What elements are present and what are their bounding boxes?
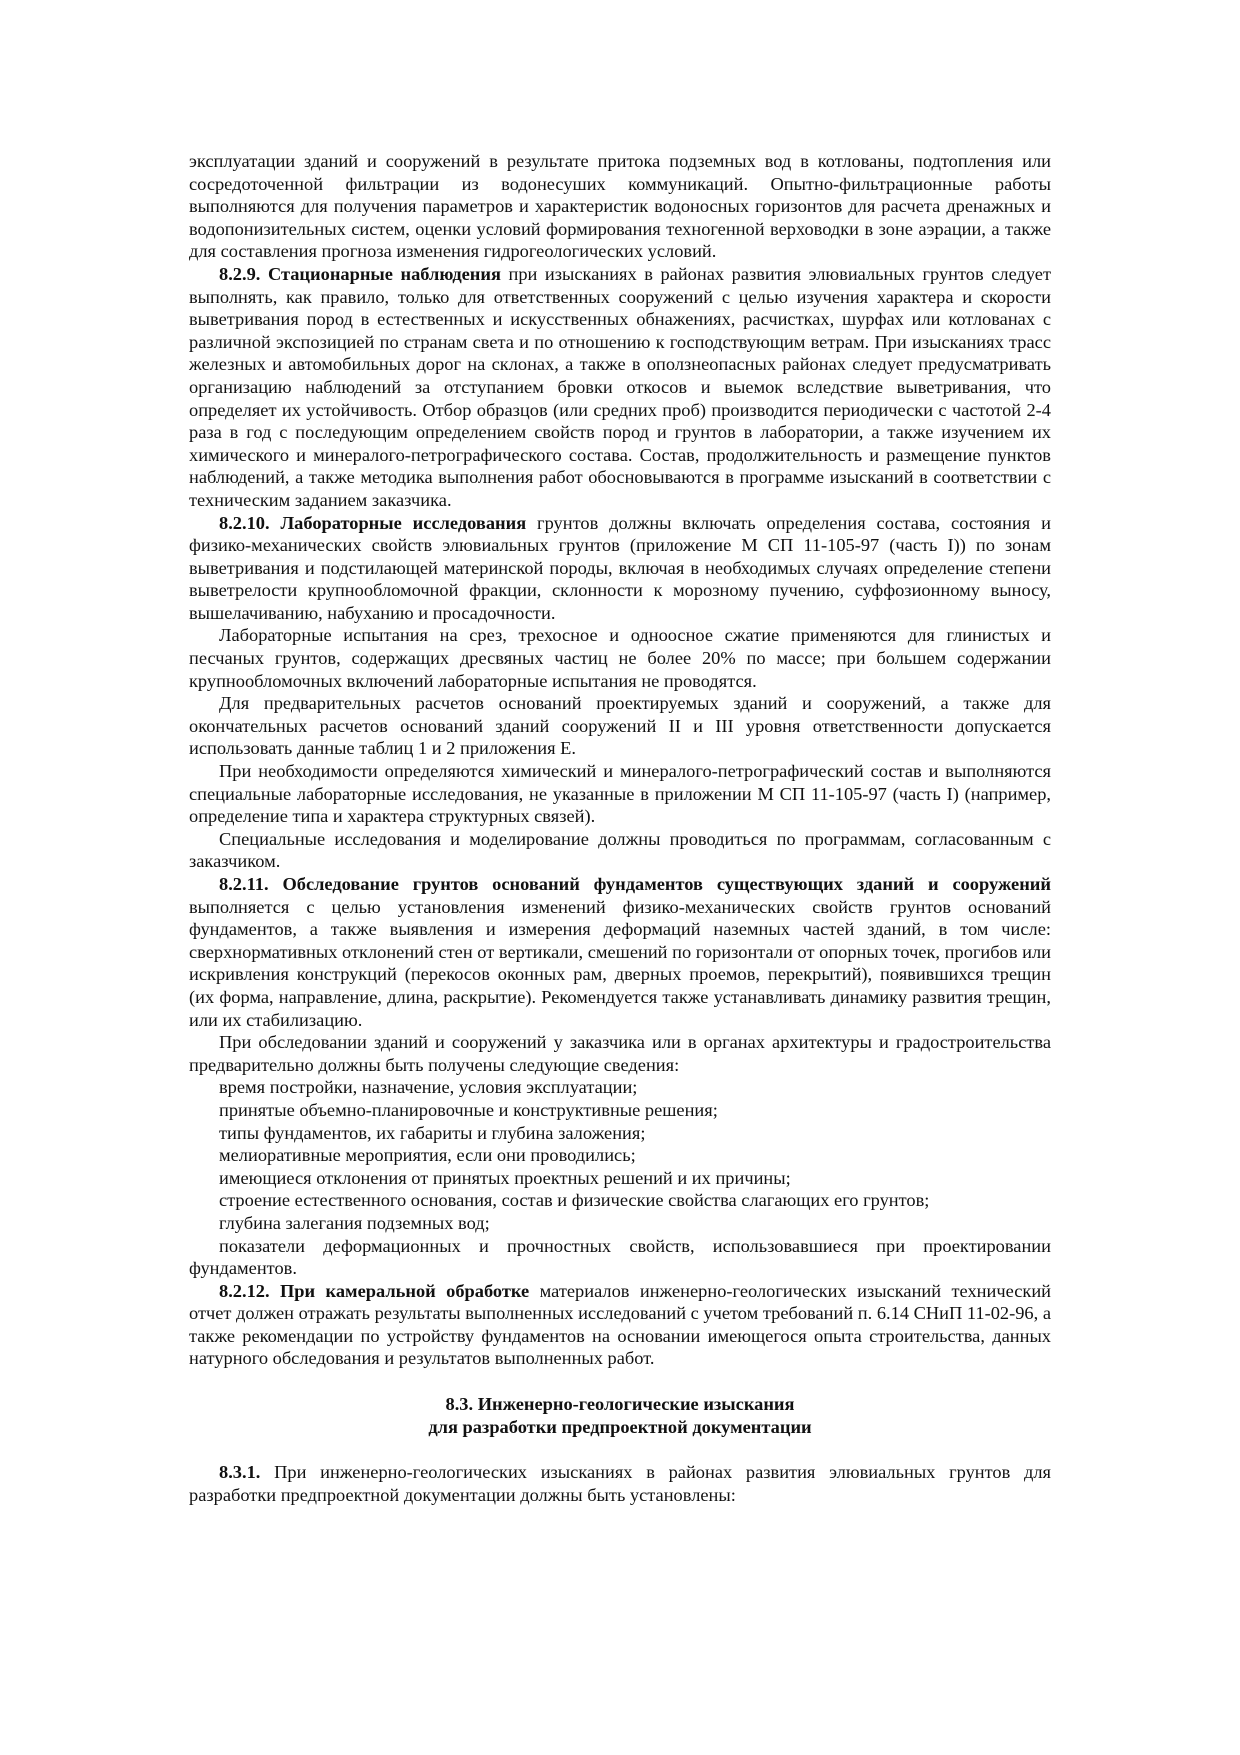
section-title: При камеральной обработке bbox=[280, 1280, 530, 1301]
heading-line: для разработки предпроектной документации bbox=[428, 1416, 812, 1437]
section-title: Лабораторные исследования bbox=[280, 512, 527, 533]
section-text: выполняется с целью установления изменений физико-механических свойств грунтов оснований фундаментов, а также выявления и измерения деформаций наземных частей зданий, в том числе: сверхнормативных отклонений стен от вертикали, смешений по горизонтали от опорных точек, прогибов или искривления конструкций (перекосов оконных рам, дверных проемов, перекрытий), появившихся трещин (их форма, направление, длина, раскрытие). Рекомендуется также устанавливать динамику развития трещин, или их стабилизацию. bbox=[189, 896, 1051, 1030]
paragraph-intro: эксплуатации зданий и сооружений в результате притока подземных вод в котлованы, подтопления или сосредоточенной фильтрации из водонесуших коммуникаций. Опытно-фильтрационные работы выполняются для получения параметров и характеристик водоносных горизонтов для расчета дренажных и водопонизительных систем, оценки условий формирования техногенной верховодки в зоне аэрации, а также для составления прогноза изменения гидрогеологических условий. bbox=[189, 151, 1051, 262]
paragraph-lab-tests: Лабораторные испытания на срез, трехосное и одноосное сжатие применяются для глинистых и песчаных грунтов, содержащих дресвяных частиц не более 20% по массе; при большем содержании крупнообломочных включений лабораторные испытания не проводятся. bbox=[189, 625, 1051, 691]
paragraph-survey-info: При обследовании зданий и сооружений у заказчика или в органах архитектуры и градостроительства предварительно должны быть получены следующие сведения: bbox=[189, 1032, 1051, 1075]
section-number: 8.3.1. bbox=[219, 1462, 261, 1483]
list-item: мелиоративные мероприятия, если они проводились; bbox=[219, 1145, 636, 1166]
section-number: 8.2.9. bbox=[219, 263, 261, 284]
list-item: показатели деформационных и прочностных свойств, использовавшиеся при проектировании фундаментов. bbox=[189, 1235, 1051, 1279]
list-item: имеющиеся отклонения от принятых проектных решений и их причины; bbox=[219, 1167, 791, 1188]
section-8-3-1 bbox=[189, 1461, 1051, 1506]
paragraph-special-lab: При необходимости определяются химический и минералого-петрографический состав и выполняются специальные лабораторные исследования, не указанные в приложении М СП 11-105-97 (часть I) (например, определение типа и характера структурных связей). bbox=[189, 761, 1051, 827]
heading-line: 8.3. Инженерно-геологические изыскания bbox=[445, 1394, 795, 1415]
section-8-2-10 bbox=[189, 512, 1051, 625]
document-page bbox=[189, 150, 1051, 1506]
paragraph-preliminary-calc: Для предварительных расчетов оснований проектируемых зданий и сооружений, а также для окончательных расчетов оснований зданий сооружений II и III уровня ответственности допускается использовать данные таблиц 1 и 2 приложения Е. bbox=[189, 693, 1051, 759]
section-8-2-9 bbox=[189, 263, 1051, 512]
section-heading-8-3 bbox=[189, 1393, 1051, 1438]
section-8-2-12 bbox=[189, 1280, 1051, 1370]
section-text: материалов инженерно-геологических изысканий технический отчет должен отражать результаты выполненных исследований с учетом требований п. 6.14 СНиП 11-02-96, а также рекомендации по устройству фундаментов на основании имеющегося опыта строительства, данных натурного обследования и результатов выполненных работ. bbox=[189, 1280, 1051, 1369]
section-text: грунтов должны включать определения состава, состояния и физико-механических свойств элювиальных грунтов (приложение М СП 11-105-97 (часть I)) по зонам выветривания и подстилающей материнской породы, включая в необходимых случаях определение степени выветрелости крупнообломочной фракции, склонности к морозному пучению, суффозионному выносу, вышелачиванию, набуханию и просадочности. bbox=[189, 512, 1051, 623]
section-8-2-11 bbox=[189, 873, 1051, 1031]
list-item: глубина залегания подземных вод; bbox=[219, 1212, 490, 1233]
paragraph-special-research: Специальные исследования и моделирование должны проводиться по программам, согласованным с заказчиком. bbox=[189, 828, 1051, 872]
section-text: при изысканиях в районах развития элювиальных грунтов следует выполнять, как правило, только для ответственных сооружений с целью изучения характера и скорости выветривания пород в естественных и искусственных обнажениях, расчистках, шурфах или котлованах с различной экспозицией по странам света и по отношению к господствующим ветрам. При изысканиях трасс железных и автомобильных дорог на склонах, а также в оползнеопасных районах следует предусматривать организацию наблюдений за отступанием бровки откосов и выемок вследствие выветривания, что определяет их устойчивость. Отбор образцов (или средних проб) производится периодически с частотой 2-4 раза в год с последующим определением свойств пород и грунтов в лаборатории, а также изучением их химического и минералого-петрографического состава. Состав, продолжительность и размещение пунктов наблюдений, а также методика выполнения работ обосновываются в программе изысканий в соответствии с техническим заданием заказчика. bbox=[189, 263, 1051, 510]
section-text: При инженерно-геологических изысканиях в районах развития элювиальных грунтов для разработки предпроектной документации должны быть установлены: bbox=[189, 1462, 1051, 1505]
list-item: принятые объемно-планировочные и конструктивные решения; bbox=[219, 1099, 718, 1120]
list-item: типы фундаментов, их габариты и глубина заложения; bbox=[219, 1122, 646, 1143]
section-title: Обследование грунтов оснований фундаментов существующих зданий и сооружений bbox=[282, 874, 1051, 894]
info-list bbox=[189, 1076, 1051, 1279]
section-number: 8.2.10. bbox=[219, 512, 270, 533]
list-item: строение естественного основания, состав и физические свойства слагающих его грунтов; bbox=[219, 1190, 930, 1211]
list-item: время постройки, назначение, условия эксплуатации; bbox=[219, 1077, 638, 1098]
section-number: 8.2.11. bbox=[219, 874, 269, 894]
section-number: 8.2.12. bbox=[219, 1280, 270, 1301]
section-title: Стационарные наблюдения bbox=[267, 263, 501, 284]
